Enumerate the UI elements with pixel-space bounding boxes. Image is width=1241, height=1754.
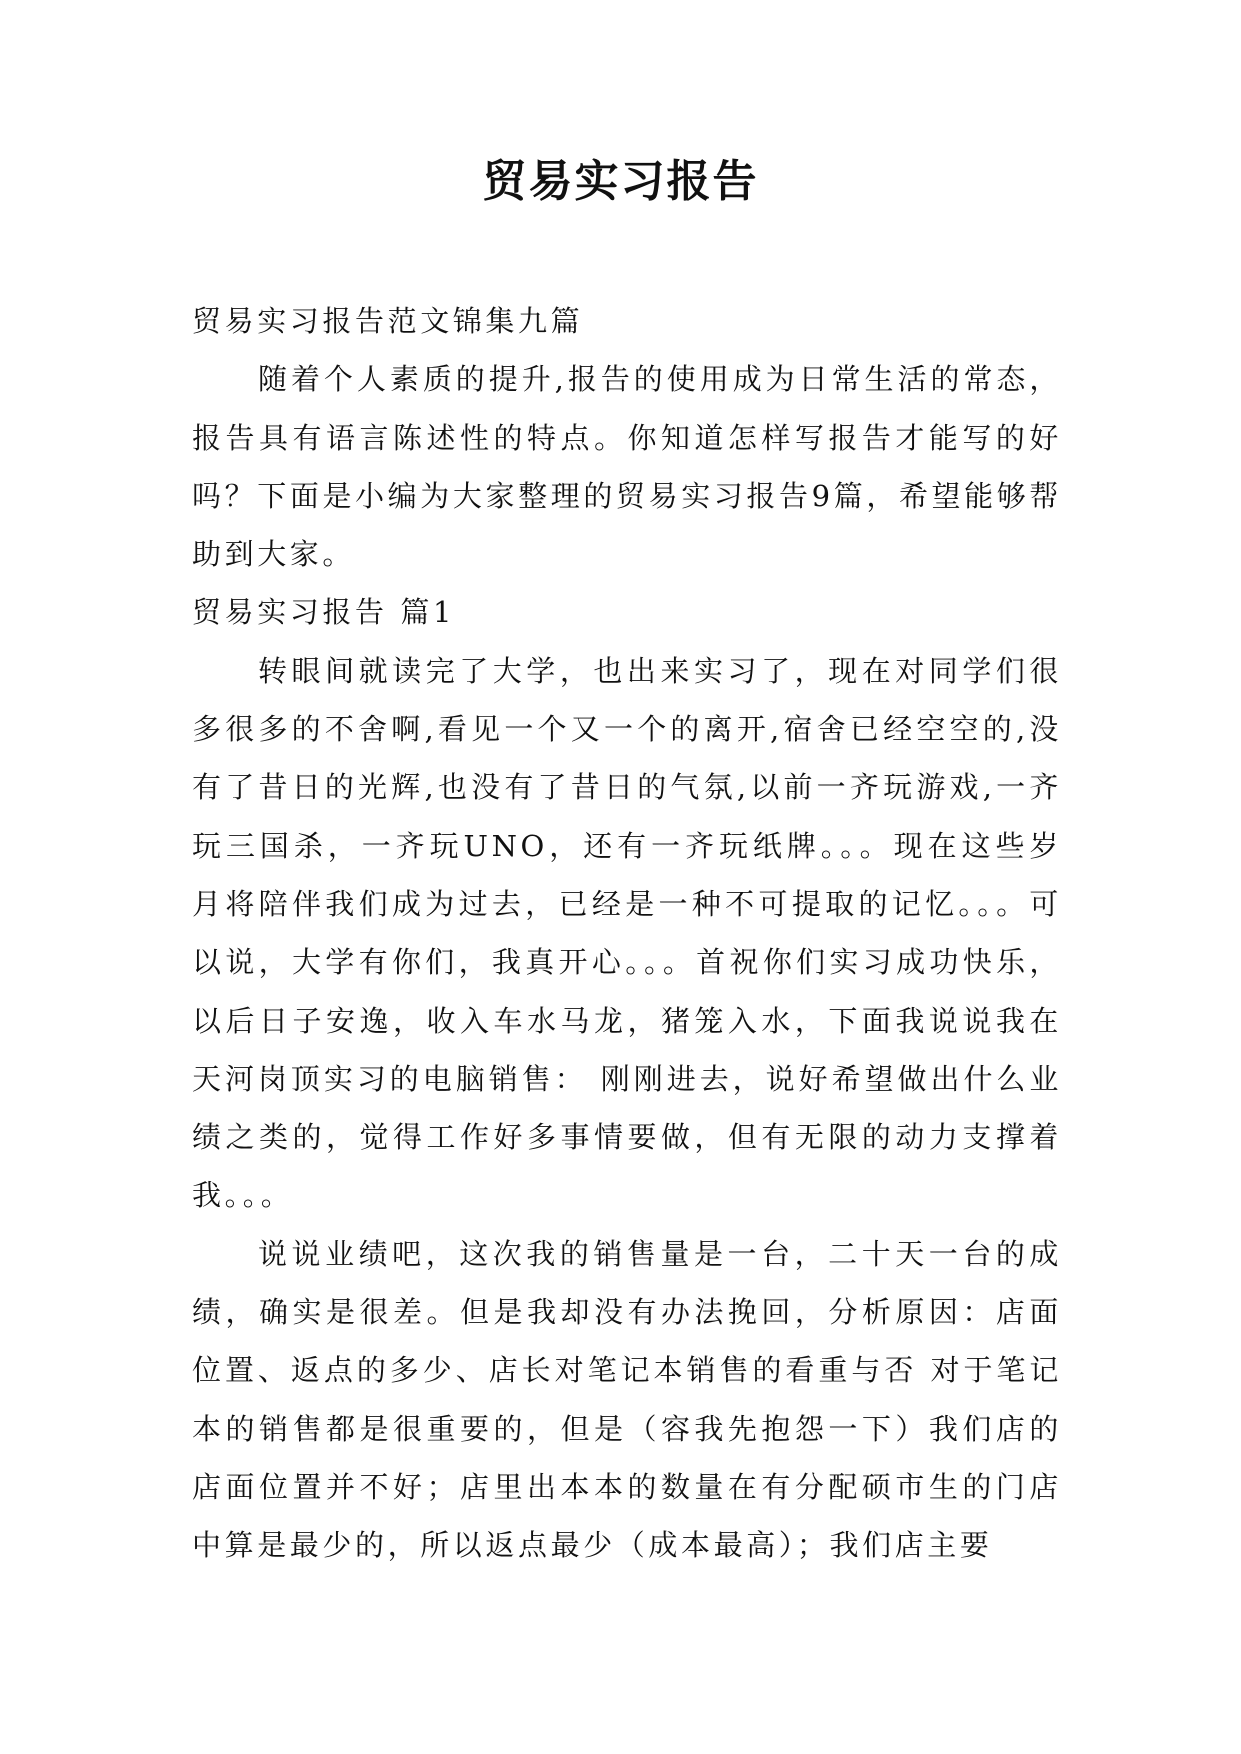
document-subtitle: 贸易实习报告范文锦集九篇 [192, 304, 584, 338]
document-body [192, 292, 1062, 1575]
body-paragraph-2: 说说业绩吧，这次我的销售量是一台，二十天一台的成绩，确实是很差。但是我却没有办法挽回，分析原因：店面位置、返点的多少、店长对笔记本销售的看重与否 对于笔记本的销售都是很重要的，但是（容我先抱怨一下）我们店的店面位置并不好；店里出本本的数量在有分配硕市生的门店中算是最少的，所以返点最少（成本最高）；我们店主要 [192, 1236, 1062, 1563]
body-paragraph-1: 转眼间就读完了大学，也出来实习了，现在对同学们很多很多的不舍啊,看见一个又一个的离开,宿舍已经空空的,没有了昔日的光辉,也没有了昔日的气氛,以前一齐玩游戏,一齐玩三国杀，一齐玩UNO，还有一齐玩纸牌。。。现在这些岁月将陪伴我们成为过去，已经是一种不可提取的记忆。。。可以说，大学有你们，我真开心。。。首祝你们实习成功快乐，以后日子安逸，收入车水马龙，猪笼入水，下面我说说我在天河岗顶实习的电脑销售： 刚刚进去，说好希望做出什么业绩之类的，觉得工作好多事情要做，但有无限的动力支撑着我。。。 [192, 653, 1062, 1213]
intro-paragraph: 随着个人素质的提升,报告的使用成为日常生活的常态，报告具有语言陈述性的特点。你知道怎样写报告才能写的好吗？下面是小编为大家整理的贸易实习报告9篇，希望能够帮助到大家。 [192, 362, 1062, 572]
document-title: 贸易实习报告 [482, 156, 759, 207]
section-heading: 贸易实习报告 篇1 [192, 595, 456, 630]
